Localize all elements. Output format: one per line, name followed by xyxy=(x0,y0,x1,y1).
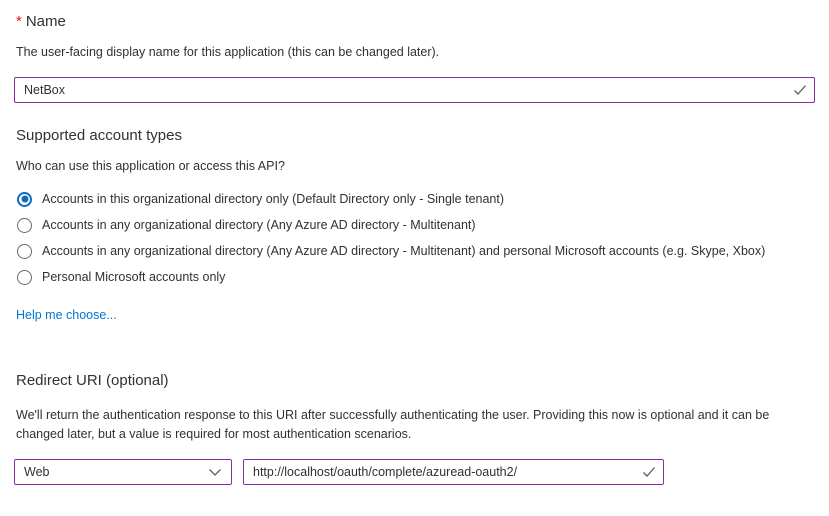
redirect-uri-description: We'll return the authentication response to this URI after successfully authenticating the user. Providing this now is optional and it can be changed later, but a value is required for most authentication scenarios. xyxy=(16,408,770,441)
redirect-uri-input-wrap xyxy=(243,459,664,485)
radio-option-2[interactable] xyxy=(14,238,815,264)
chevron-down-icon xyxy=(208,466,222,478)
radio-option-label: Personal Microsoft accounts only xyxy=(42,270,226,284)
platform-select-value: Web xyxy=(24,465,50,479)
account-types-question: Who can use this application or access this API? xyxy=(16,159,285,173)
radio-button-icon[interactable] xyxy=(17,192,32,207)
radio-button-icon[interactable] xyxy=(17,270,32,285)
redirect-uri-row xyxy=(14,459,815,485)
radio-option-1[interactable] xyxy=(14,212,815,238)
name-description: The user-facing display name for this application (this can be changed later). xyxy=(16,45,440,59)
account-types-section xyxy=(14,126,815,324)
platform-select[interactable] xyxy=(14,459,232,485)
name-title-text: Name xyxy=(25,13,66,30)
radio-button-icon[interactable] xyxy=(17,244,32,259)
account-types-radio-group xyxy=(14,186,815,290)
radio-button-icon[interactable] xyxy=(17,218,32,233)
radio-option-0[interactable] xyxy=(14,186,815,212)
radio-option-3[interactable] xyxy=(14,264,815,290)
redirect-uri-section xyxy=(14,371,815,485)
name-input-wrap xyxy=(14,77,815,103)
redirect-uri-title: Redirect URI (optional) xyxy=(16,372,169,389)
radio-option-label: Accounts in this organizational directory only (Default Directory only - Single tenant) xyxy=(42,192,505,206)
name-section-title xyxy=(14,12,815,32)
required-marker: * xyxy=(16,13,22,30)
name-section xyxy=(14,12,815,103)
radio-option-label: Accounts in any organizational directory (Any Azure AD directory - Multitenant) xyxy=(42,218,476,232)
name-input[interactable] xyxy=(15,78,814,102)
help-me-choose-link[interactable]: Help me choose... xyxy=(16,308,117,322)
radio-option-label: Accounts in any organizational directory (Any Azure AD directory - Multitenant) and personal Microsoft accounts (e.g. Skype, Xbox) xyxy=(42,244,766,258)
redirect-uri-input[interactable] xyxy=(244,460,663,484)
account-types-title: Supported account types xyxy=(16,127,182,144)
